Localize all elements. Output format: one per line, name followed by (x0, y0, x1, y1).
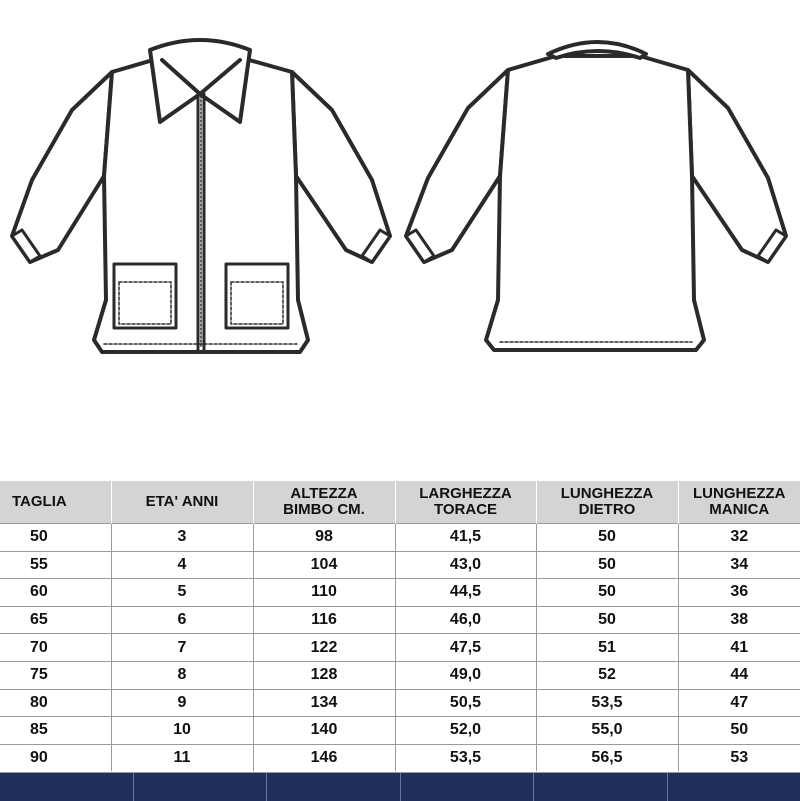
manica-cell: 44 (678, 661, 800, 689)
header-altezza: ALTEZZA BIMBO CM. (253, 481, 395, 524)
taglia-cell: 85 (0, 717, 111, 745)
torace-cell: 53,5 (395, 744, 536, 771)
altezza-cell: 146 (253, 744, 395, 771)
table-row (0, 689, 800, 717)
table-row (0, 606, 800, 634)
footer-cell (134, 773, 268, 801)
table-row (0, 661, 800, 689)
manica-cell: 47 (678, 689, 800, 717)
manica-cell: 41 (678, 634, 800, 662)
altezza-cell: 134 (253, 689, 395, 717)
table-row (0, 744, 800, 771)
eta-cell: 11 (111, 744, 253, 771)
table-header-row (0, 481, 800, 524)
altezza-cell: 104 (253, 551, 395, 579)
dietro-cell: 51 (536, 634, 678, 662)
altezza-cell: 140 (253, 717, 395, 745)
footer-bar (0, 772, 800, 801)
torace-cell: 50,5 (395, 689, 536, 717)
size-table (0, 481, 800, 771)
eta-cell: 3 (111, 524, 253, 552)
manica-cell: 38 (678, 606, 800, 634)
manica-cell: 34 (678, 551, 800, 579)
footer-cell (534, 773, 668, 801)
table-row (0, 717, 800, 745)
header-lunghezza-manica: LUNGHEZZA MANICA (678, 481, 800, 524)
header-eta-anni: ETA' ANNI (111, 481, 253, 524)
taglia-cell: 90 (0, 744, 111, 771)
footer-cell (401, 773, 535, 801)
footer-cell (0, 773, 134, 801)
altezza-cell: 110 (253, 579, 395, 607)
torace-cell: 41,5 (395, 524, 536, 552)
eta-cell: 8 (111, 661, 253, 689)
eta-cell: 5 (111, 579, 253, 607)
dietro-cell: 53,5 (536, 689, 678, 717)
footer-cell (668, 773, 800, 801)
table-row (0, 551, 800, 579)
torace-cell: 47,5 (395, 634, 536, 662)
dietro-cell: 56,5 (536, 744, 678, 771)
torace-cell: 49,0 (395, 661, 536, 689)
taglia-cell: 50 (0, 524, 111, 552)
dietro-cell: 50 (536, 524, 678, 552)
taglia-cell: 80 (0, 689, 111, 717)
manica-cell: 53 (678, 744, 800, 771)
header-lunghezza-dietro: LUNGHEZZA DIETRO (536, 481, 678, 524)
dietro-cell: 50 (536, 606, 678, 634)
taglia-cell: 75 (0, 661, 111, 689)
footer-cell (267, 773, 401, 801)
dietro-cell: 55,0 (536, 717, 678, 745)
eta-cell: 7 (111, 634, 253, 662)
eta-cell: 6 (111, 606, 253, 634)
dietro-cell: 50 (536, 551, 678, 579)
torace-cell: 44,5 (395, 579, 536, 607)
torace-cell: 43,0 (395, 551, 536, 579)
table-row (0, 524, 800, 552)
header-larghezza-torace: LARGHEZZA TORACE (395, 481, 536, 524)
manica-cell: 50 (678, 717, 800, 745)
eta-cell: 9 (111, 689, 253, 717)
taglia-cell: 60 (0, 579, 111, 607)
torace-cell: 46,0 (395, 606, 536, 634)
dietro-cell: 50 (536, 579, 678, 607)
eta-cell: 10 (111, 717, 253, 745)
altezza-cell: 116 (253, 606, 395, 634)
taglia-cell: 55 (0, 551, 111, 579)
jacket-back-icon (406, 42, 786, 350)
jacket-front-icon (12, 40, 390, 352)
manica-cell: 36 (678, 579, 800, 607)
header-taglia: TAGLIA (0, 481, 111, 524)
torace-cell: 52,0 (395, 717, 536, 745)
taglia-cell: 65 (0, 606, 111, 634)
table-row (0, 634, 800, 662)
altezza-cell: 122 (253, 634, 395, 662)
manica-cell: 32 (678, 524, 800, 552)
taglia-cell: 70 (0, 634, 111, 662)
table-row (0, 579, 800, 607)
altezza-cell: 98 (253, 524, 395, 552)
altezza-cell: 128 (253, 661, 395, 689)
dietro-cell: 52 (536, 661, 678, 689)
eta-cell: 4 (111, 551, 253, 579)
